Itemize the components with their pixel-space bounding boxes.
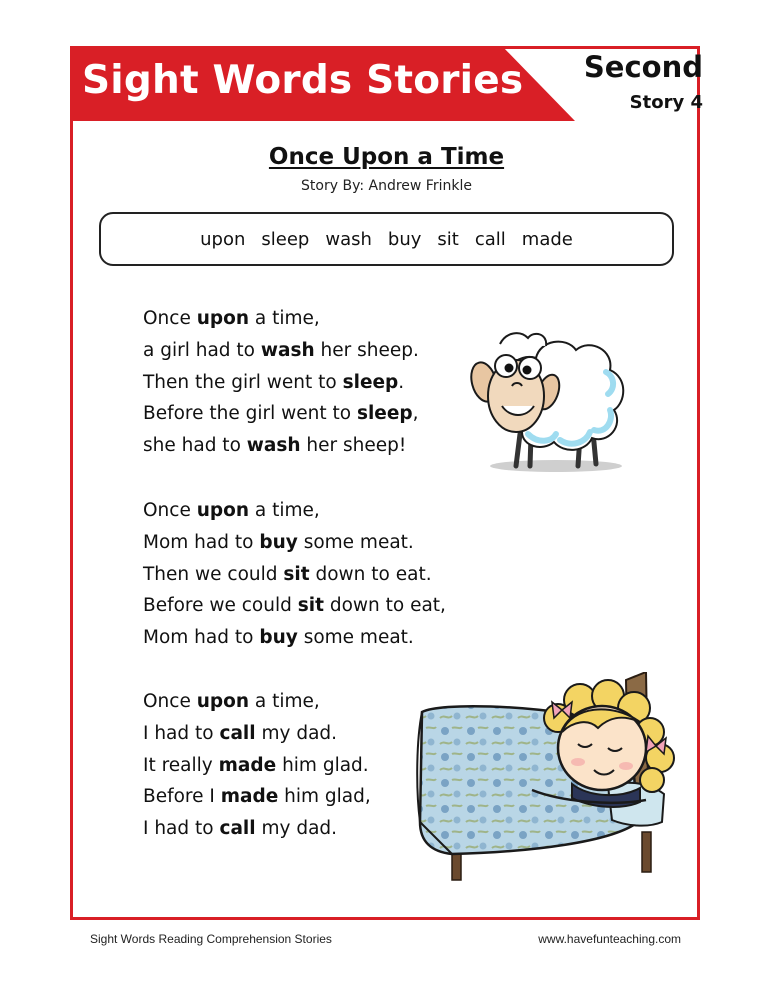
story-line: Before the girl went to sleep, [143, 403, 419, 425]
story-line: Once upon a time, [143, 500, 320, 521]
story-line: I had to call my dad. [143, 818, 338, 840]
sight-word: sit [437, 228, 459, 250]
story-line: Once upon a time, [143, 691, 320, 712]
grade-level: Second [583, 50, 703, 84]
story-line: she had to wash her sheep! [143, 435, 407, 457]
story-line: Mom had to buy some meat. [143, 627, 414, 649]
story-line: a girl had to wash her sheep. [143, 339, 419, 361]
story-line: Mom had to buy some meat. [143, 531, 414, 553]
sheep-illustration [468, 322, 628, 474]
stanza-1 [143, 303, 419, 462]
story-line: Once upon a time, [143, 308, 320, 329]
story-line: Then the girl went to sleep. [143, 371, 405, 393]
sight-word-box [99, 212, 674, 266]
sight-word: call [474, 228, 506, 250]
footer-website: www.havefunteaching.com [538, 932, 681, 946]
sight-word: made [521, 228, 573, 250]
story-line: Before I made him glad, [143, 786, 371, 808]
girl-in-bed-illustration [412, 672, 682, 887]
story-line: It really made him glad. [143, 754, 369, 776]
story-line: Before we could sit down to eat, [143, 595, 446, 617]
sight-word: buy [387, 228, 422, 250]
footer-left-text: Sight Words Reading Comprehension Stories [90, 932, 332, 946]
story-line: Then we could sit down to eat. [143, 563, 432, 585]
sight-word: upon [200, 228, 246, 250]
story-byline: Story By: Andrew Frinkle [301, 178, 472, 194]
sight-word: sleep [261, 228, 310, 250]
stanza-2 [143, 495, 446, 654]
stanza-3 [143, 686, 371, 845]
story-title: Once Upon a Time [268, 144, 505, 170]
sight-word: wash [325, 228, 372, 250]
story-number: Story 4 [629, 92, 703, 113]
banner-title: Sight Words Stories [82, 58, 524, 103]
story-line: I had to call my dad. [143, 722, 338, 744]
